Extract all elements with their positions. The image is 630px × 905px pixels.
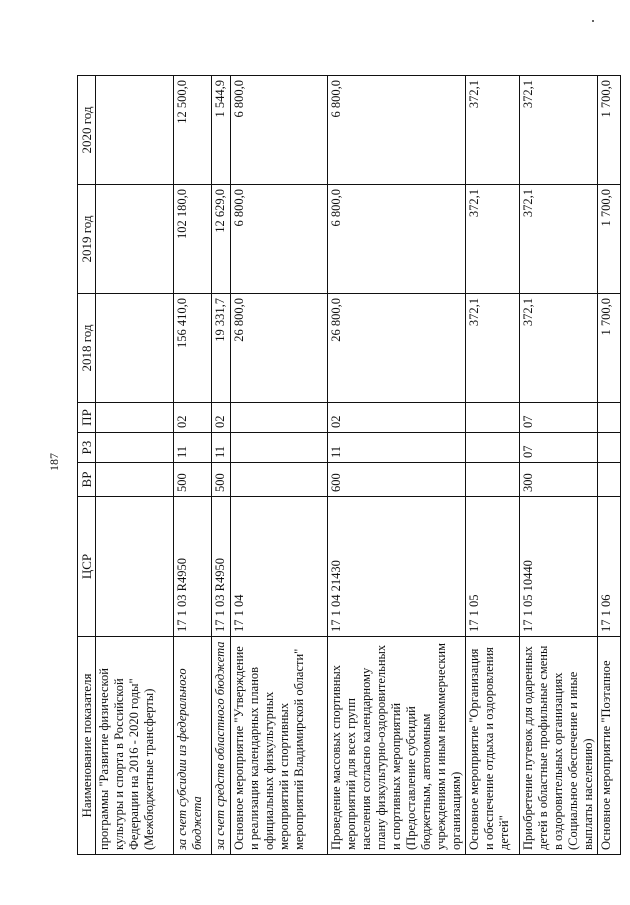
cell-y2018: 26 800,0 xyxy=(328,294,466,403)
cell-y2020: 12 500,0 xyxy=(174,76,212,185)
cell-rz xyxy=(231,433,328,463)
cell-pr: 02 xyxy=(212,403,231,433)
cell-y2020 xyxy=(96,76,174,185)
cell-csr: 17 1 04 xyxy=(231,497,328,637)
cell-name: Основное мероприятие "Организация и обеспечение отдыха и оздоровления детей" xyxy=(466,637,520,855)
table-body xyxy=(96,76,621,855)
cell-y2018: 156 410,0 xyxy=(174,294,212,403)
cell-y2020: 372,1 xyxy=(520,76,598,185)
header-name: Наименование показателя xyxy=(78,637,96,855)
cell-name: программы "Развитие физической культуры и спорта в Российской Федерации на 2016 - 2020 годы" (Межбюджетные трансферты) xyxy=(96,637,174,855)
cell-csr xyxy=(96,497,174,637)
cell-pr xyxy=(231,403,328,433)
header-pr: ПР xyxy=(78,403,96,433)
header-2019: 2019 год xyxy=(78,185,96,294)
table-row xyxy=(174,76,212,855)
cell-y2019: 372,1 xyxy=(520,185,598,294)
cell-vr: 600 xyxy=(328,463,466,497)
cell-csr: 17 1 03 R4950 xyxy=(174,497,212,637)
cell-pr: 07 xyxy=(520,403,598,433)
cell-y2018: 26 800,0 xyxy=(231,294,328,403)
cell-y2019: 6 800,0 xyxy=(328,185,466,294)
cell-csr: 17 1 05 10440 xyxy=(520,497,598,637)
cell-vr: 300 xyxy=(520,463,598,497)
cell-y2020: 1 700,0 xyxy=(598,76,621,185)
cell-vr xyxy=(231,463,328,497)
cell-vr: 500 xyxy=(174,463,212,497)
cell-vr xyxy=(598,463,621,497)
cell-vr: 500 xyxy=(212,463,231,497)
budget-table xyxy=(77,75,621,855)
cell-y2019: 372,1 xyxy=(466,185,520,294)
cell-csr: 17 1 05 xyxy=(466,497,520,637)
header-vr: ВР xyxy=(78,463,96,497)
cell-y2019: 1 700,0 xyxy=(598,185,621,294)
cell-rz xyxy=(466,433,520,463)
cell-rz: 07 xyxy=(520,433,598,463)
cell-y2020: 6 800,0 xyxy=(231,76,328,185)
cell-pr: 02 xyxy=(328,403,466,433)
cell-vr xyxy=(466,463,520,497)
table-row xyxy=(212,76,231,855)
table-row xyxy=(598,76,621,855)
cell-name: Приобретение путевок для одаренных детей в областные профильные смены в оздоровительных организациях (Социальное обеспечение и иные выплаты населению) xyxy=(520,637,598,855)
cell-rz: 11 xyxy=(212,433,231,463)
cell-y2018: 372,1 xyxy=(466,294,520,403)
rotated-table-wrapper xyxy=(77,75,613,855)
cell-name: Проведение массовых спортивных мероприятий для всех групп населения согласно календарному плану физкультурно-оздоровительных и спортивных мероприятий (Предоставление субсидий бюджетным, автономным учреждениям и иным некоммерческим организациям) xyxy=(328,637,466,855)
header-rz: РЗ xyxy=(78,433,96,463)
header-2018: 2018 год xyxy=(78,294,96,403)
cell-y2019: 6 800,0 xyxy=(231,185,328,294)
cell-name: за счет средств областного бюджета xyxy=(212,637,231,855)
cell-csr: 17 1 06 xyxy=(598,497,621,637)
cell-csr: 17 1 04 21430 xyxy=(328,497,466,637)
cell-rz xyxy=(96,433,174,463)
header-2020: 2020 год xyxy=(78,76,96,185)
cell-rz: 11 xyxy=(328,433,466,463)
cell-pr xyxy=(598,403,621,433)
cell-csr: 17 1 03 R4950 xyxy=(212,497,231,637)
table-row xyxy=(96,76,174,855)
cell-y2018: 1 700,0 xyxy=(598,294,621,403)
cell-y2018: 372,1 xyxy=(520,294,598,403)
cell-y2018: 19 331,7 xyxy=(212,294,231,403)
cell-name: Основное мероприятие "Утверждение и реализация календарных планов официальных физкультурных мероприятий и спортивных мероприятий Владимирской области" xyxy=(231,637,328,855)
cell-y2019: 102 180,0 xyxy=(174,185,212,294)
scan-artifact-dot xyxy=(592,20,594,22)
cell-rz: 11 xyxy=(174,433,212,463)
cell-y2020: 1 544,9 xyxy=(212,76,231,185)
cell-y2019 xyxy=(96,185,174,294)
cell-pr xyxy=(466,403,520,433)
table-row xyxy=(231,76,328,855)
cell-y2020: 372,1 xyxy=(466,76,520,185)
table-header-row xyxy=(78,76,96,855)
cell-y2018 xyxy=(96,294,174,403)
cell-rz xyxy=(598,433,621,463)
header-csr: ЦСР xyxy=(78,497,96,637)
cell-y2020: 6 800,0 xyxy=(328,76,466,185)
table-row xyxy=(520,76,598,855)
cell-name: за счет субсидии из федерального бюджета xyxy=(174,637,212,855)
cell-y2019: 12 629,0 xyxy=(212,185,231,294)
cell-vr xyxy=(96,463,174,497)
cell-pr xyxy=(96,403,174,433)
cell-pr: 02 xyxy=(174,403,212,433)
cell-name: Основное мероприятие "Поэтапное xyxy=(598,637,621,855)
table-row xyxy=(466,76,520,855)
page-number: 187 xyxy=(47,453,61,471)
table-row xyxy=(328,76,466,855)
